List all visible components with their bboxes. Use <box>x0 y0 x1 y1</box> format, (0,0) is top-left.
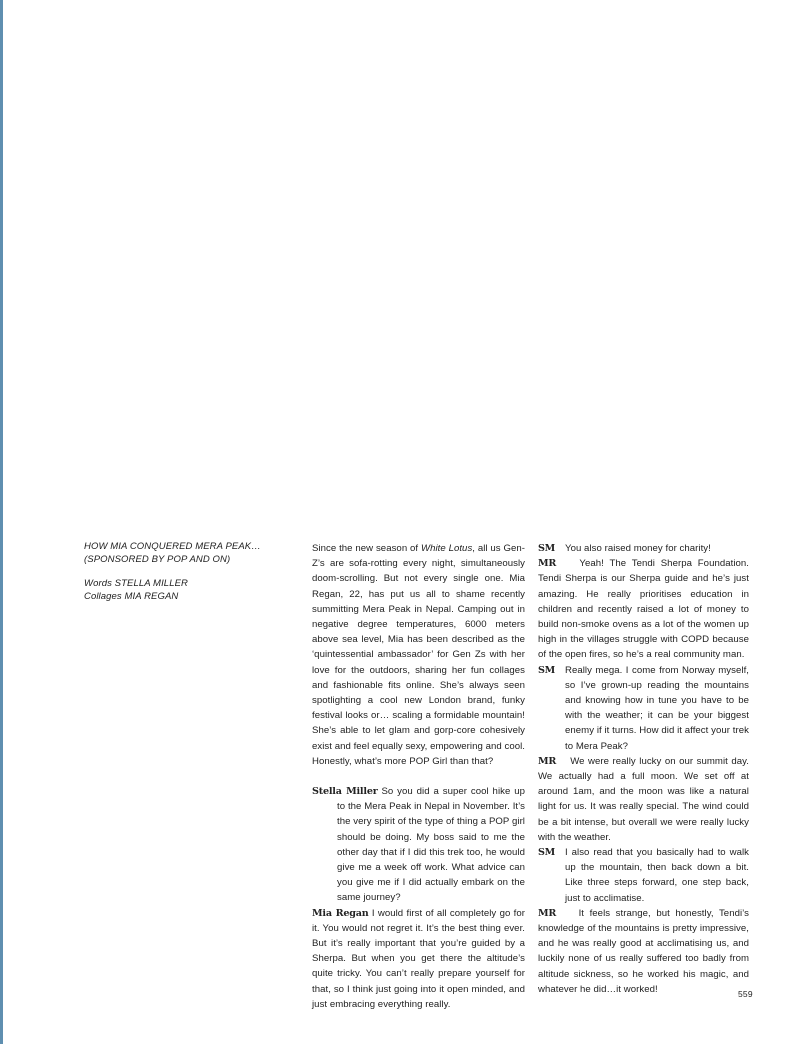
question-3: SM Really mega. I come from Norway myself, so I’ve grown-up reading the mountains and knowing how in tune you have to be with the weather; it can be your biggest enemy if it turns. How did it affect your trek to Mera Peak? <box>538 663 749 754</box>
show-title: White Lotus <box>420 543 473 554</box>
credits <box>84 578 274 603</box>
answer-3: MR We were really lucky on our summit day. We actually had a full moon. We set off at around 1am, and the moon was like a natural light for us. It was really special. The wind could be a bit intense, but overall we were really lucky with the weather. <box>538 755 749 843</box>
speaker-tag: MR <box>538 755 557 767</box>
article-column-right <box>538 541 749 997</box>
answer-1: Mia Regan I would first of all completely go for it. You would not regret it. It’s the best thing ever. But it’s really important that you’re guided by a Sherpa. But when you get there the altitude’s quite tricky. You can’t really prepare yourself for that, so I think just going into it open minded, and just embracing everything really. <box>312 907 525 1010</box>
speaker-tag: SM <box>538 543 555 554</box>
answer-2: MR Yeah! The Tendi Sherpa Foundation. Tendi Sherpa is our Sherpa guide and he’s just amazing. He really prioritises education in children and recently raised a lot of money to build non-smoke ovens as a lot of the women up high in the villages struggle with COPD because of the open fires, so he’s a real community man. <box>538 558 749 661</box>
question-2: SM You also raised money for charity! <box>538 541 749 556</box>
speaker-tag: SM <box>538 664 555 676</box>
credit-collages: Collages MIA REGAN <box>84 590 179 602</box>
speaker-tag: SM <box>538 847 555 859</box>
headline-line-1: HOW MIA CONQUERED MERA PEAK… <box>84 541 261 552</box>
answer-4: MR It feels strange, but honestly, Tendi’s knowledge of the mountains is pretty impressive, and he was really good at acclimatising us, and luckily none of us really suffered too badly from altitude sickness, so he worked his magic, and whatever he did…it worked! <box>538 907 749 995</box>
page-number: 559 <box>738 989 753 999</box>
speaker-tag: MR <box>538 907 557 919</box>
headline-line-2: (SPONSORED BY POP AND ON) <box>84 553 231 565</box>
speaker-stella-miller: Stella Miller <box>312 786 378 798</box>
intro-paragraph: Since the new season of White Lotus, all us Gen-Z’s are sofa-rotting every night, simultaneously doom-scrolling. But not every single one. Mia Regan, 22, has put us all to shame recently summitting Mera Peak in Nepal. Camping out in negative degree temperatures, 6000 meters above sea level, Mia has been described as the ‘quintessential ambassador’ for Gen Zs with her love for the outdoors, sharing her fun collages and fashionable fits online. She’s always seen spotlighting a cool new London brand, funky festival looks or… scaling a formidable mountain! She’s able to let glam and gorp-core cohesively exist and feel equally sexy, empowering and cool. Honestly, what’s more POP Girl than that? <box>312 543 526 767</box>
sidebar-headline <box>84 541 274 603</box>
question-1: Stella Miller So you did a super cool hike up to the Mera Peak in Nepal in November. It’s the very spirit of the type of thing a POP girl should be doing. My boss said to me the other day that if I did this trek too, he would give me a week off work. What advice can you give me if I did actually embark on the same journey? <box>312 786 526 904</box>
speaker-tag: MR <box>538 558 557 570</box>
page-spine-edge <box>0 0 3 1044</box>
article-column-left <box>312 541 525 1012</box>
credit-words: Words STELLA MILLER <box>84 578 188 590</box>
speaker-mia-regan: Mia Regan <box>312 907 369 919</box>
question-4: SM I also read that you basically had to walk up the mountain, then back down a bit. Like three steps forward, one step back, just to acclimatise. <box>538 845 749 906</box>
